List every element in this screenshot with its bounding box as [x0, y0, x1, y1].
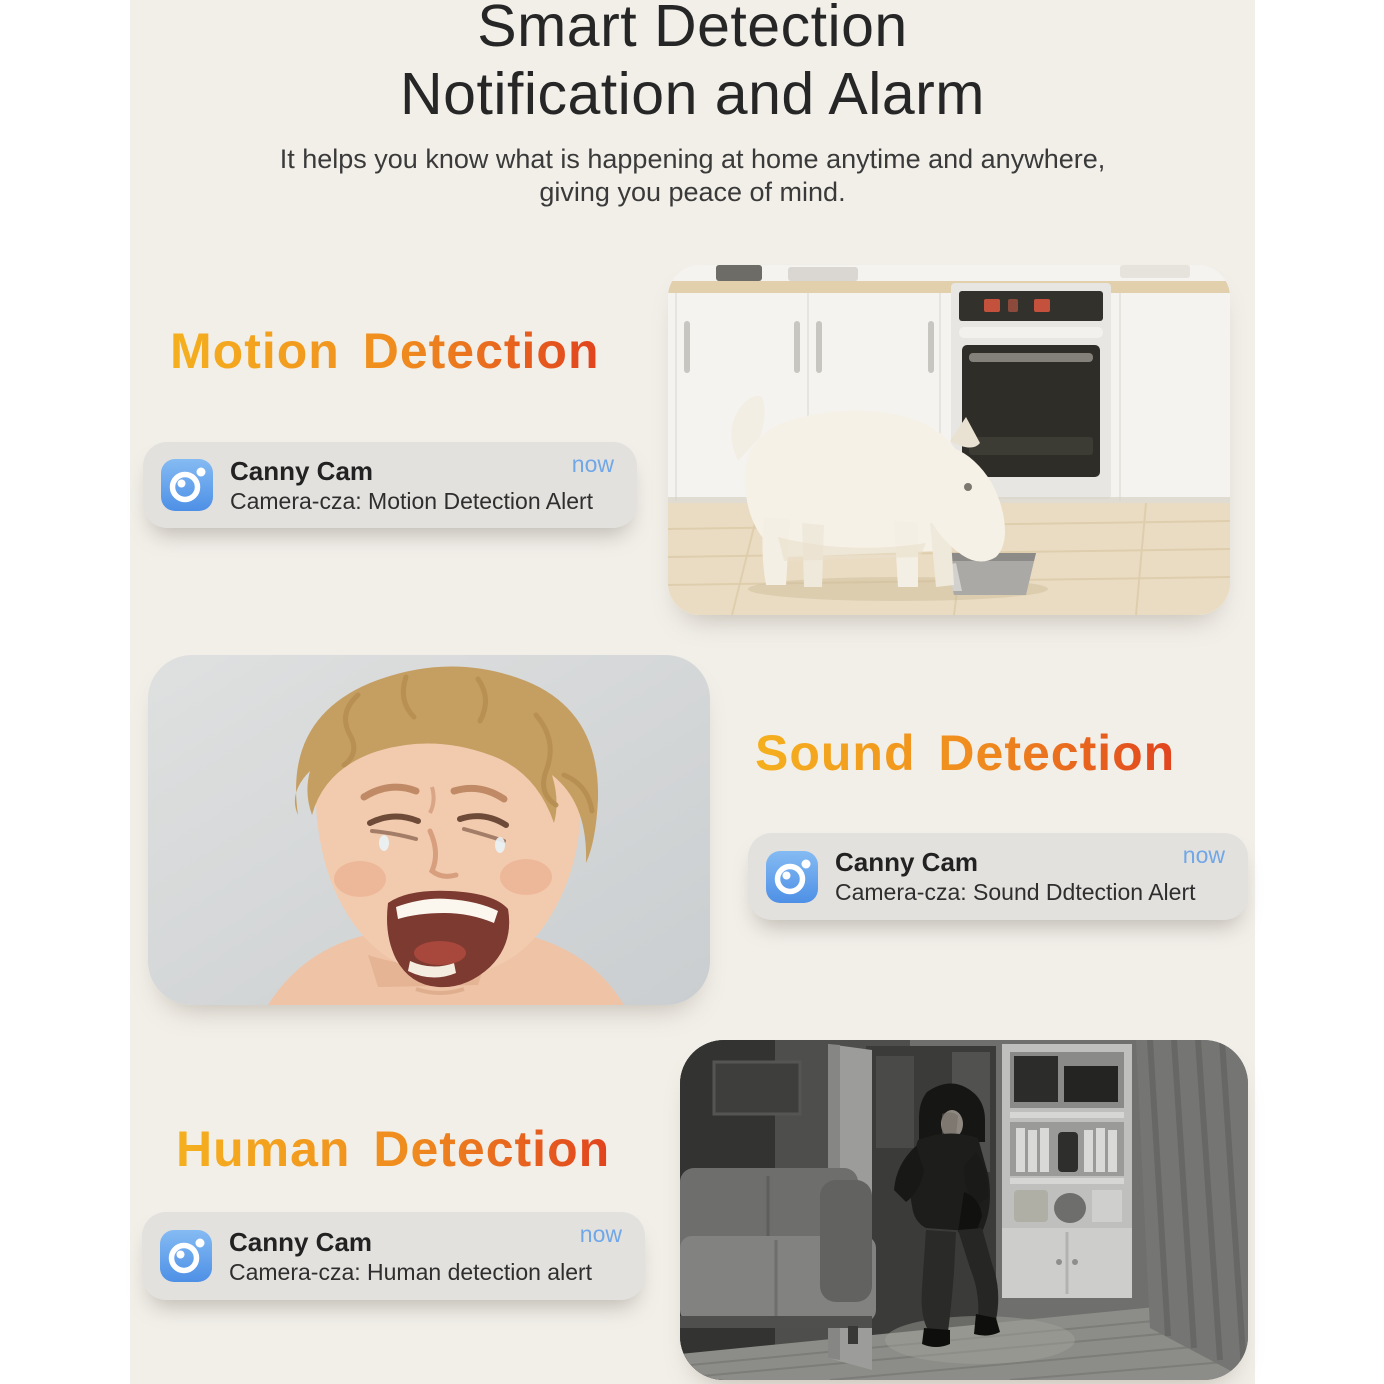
- notification-text: [230, 456, 593, 515]
- curtain: [1136, 1040, 1248, 1380]
- motion-notification-card: [143, 442, 637, 528]
- canny-cam-app-icon: [161, 459, 213, 511]
- notification-message: Camera-cza: Human detection alert: [229, 1258, 593, 1285]
- motion-detection-heading: Motion Detection: [170, 323, 600, 379]
- notification-text: [229, 1227, 592, 1286]
- bookshelf: [1002, 1044, 1132, 1298]
- notification-text: [835, 847, 1196, 906]
- content-canvas: [130, 0, 1255, 1384]
- canny-cam-app-icon: [766, 851, 818, 903]
- notification-app-name: Canny Cam: [229, 1226, 373, 1257]
- dog-kitchen-scene: [668, 265, 1230, 615]
- notification-app-name: Canny Cam: [835, 847, 979, 877]
- page-title: [130, 0, 1255, 128]
- notification-time: now: [579, 1221, 622, 1247]
- night-vision-scene: [680, 1040, 1248, 1380]
- human-photo-night-intruder: [680, 1040, 1248, 1380]
- page-subtitle: [130, 143, 1255, 209]
- title-line-1: Smart Detection: [477, 0, 908, 59]
- title-line-2: Notification and Alarm: [400, 61, 985, 127]
- motion-photo-dog-kitchen: [668, 265, 1230, 615]
- crying-baby-scene: [148, 655, 710, 1005]
- notification-message: Camera-cza: Motion Detection Alert: [230, 487, 594, 514]
- canny-cam-app-icon: [160, 1230, 212, 1282]
- subtitle-line-1: It helps you know what is happening at home anytime and anywhere,: [279, 144, 1106, 174]
- human-detection-heading: Human Detection: [176, 1121, 611, 1177]
- notification-message: Camera-cza: Sound Ddtection Alert: [835, 879, 1196, 905]
- notification-time: now: [1182, 842, 1225, 868]
- sound-notification-card: [748, 833, 1248, 920]
- human-notification-card: [142, 1212, 645, 1300]
- subtitle-line-2: giving you peace of mind.: [539, 177, 846, 207]
- notification-app-name: Canny Cam: [230, 455, 374, 486]
- sofa: [680, 1168, 876, 1344]
- sound-detection-heading: Sound Detection: [755, 725, 1176, 781]
- notification-time: now: [571, 451, 614, 477]
- sound-photo-crying-baby: [148, 655, 710, 1005]
